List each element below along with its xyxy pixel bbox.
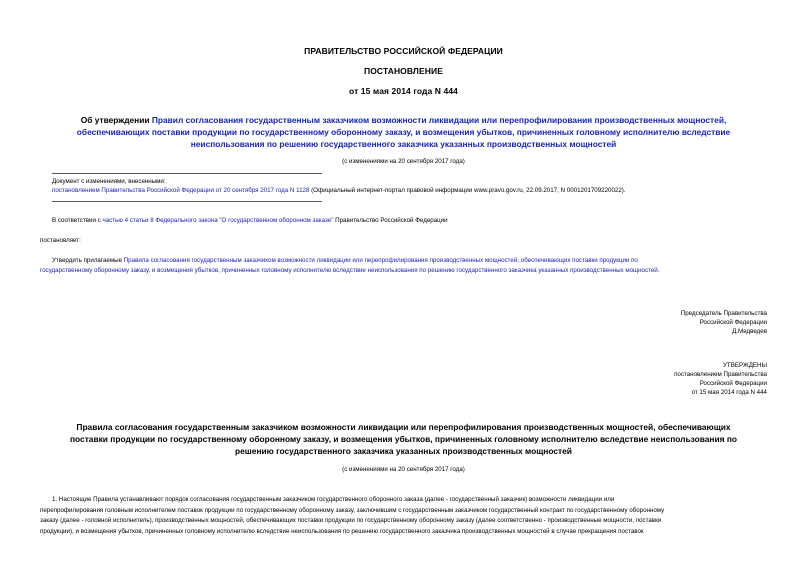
point-1-line-2: перепрофилирования головным исполнителем поставок продукции по государственному оборонному заказу, заключившим с государственным заказчиком государственный контракт по государственному оборонному [40,506,665,514]
federal-law-link[interactable]: частью 4 статьи 8 Федерального закона "О государственном оборонном заказе" [102,217,334,224]
rules-title-line-3: решению государственного заказчика указанных производственных мощностей [235,446,572,456]
amendments-intro: Документ с изменениями, внесенными: [52,178,166,185]
divider-bottom [52,201,322,202]
approved-rules-link-line-2[interactable]: государственному оборонному заказу, и возмещения убытков, причиненных головному исполнителю вследствие неиспользования по решению государственного заказчика указанных производственных мощностей. [40,267,660,274]
point-1-line-4: продукции), и возмещения убытков, причиненных головному исполнителю вследствие неиспользования по решению государственного заказчика производственных мощностей в случае прекращения поставок [40,527,644,535]
signature-name: Д.Медведев [732,328,767,335]
point-1-paragraph [40,495,767,537]
signature-block [681,309,767,336]
government-heading: ПРАВИТЕЛЬСТВО РОССИЙСКОЙ ФЕДЕРАЦИИ [304,46,503,56]
approved-block [674,361,767,397]
amendments-line [52,186,626,195]
decree-date-number: от 15 мая 2014 года N 444 [349,86,458,96]
approved-by: постановлением Правительства [674,371,767,378]
rules-title-line-1: Правила согласования государственным заказчиком возможности ликвидации или перепрофилирования производственных мощностей, обеспечивающих [76,422,731,432]
amendment-source: (Официальный интернет-портал правовой информации www.pravo.gov.ru, 22.09.2017, N 0001201709220022). [309,187,626,194]
basis-suffix: Правительство Российской Федерации [333,217,448,224]
approve-line-1 [52,256,767,265]
rules-link-line-3[interactable]: неиспользования по решению государственного заказчика указанных производственных мощностей [190,139,617,149]
approved-rules-link[interactable]: Правила согласования государственным заказчиком возможности ликвидации или перепрофилирования производственных мощностей, обеспечивающих поставки продукции по [123,257,638,264]
decree-title-prefix: Об утверждении [80,115,152,125]
approved-org: Российской Федерации [699,380,767,387]
approved-heading: УТВЕРЖДЕНЫ [723,362,767,369]
decree-title [0,114,807,150]
rules-amended-note: (с изменениями на 20 сентября 2017 года) [342,466,465,473]
document-type: ПОСТАНОВЛЕНИЕ [364,66,443,76]
rules-link[interactable]: Правил согласования государственным заказчиком возможности ликвидации или перепрофилирования производственных мощностей, [151,115,727,125]
point-1-line-1: 1. Настоящие Правила устанавливают порядок согласования государственным заказчиком государственного оборонного заказа (далее - государственный заказчик) возможности ликвидации или [52,496,615,503]
divider-top [52,173,322,174]
amendment-link[interactable]: постановлением Правительства Российской Федерации от 20 сентября 2017 года N 1128 [52,187,310,194]
basis-paragraph [52,216,448,225]
signature-title: Председатель Правительства [680,310,767,317]
amended-note: (с изменениями на 20 сентября 2017 года) [342,158,465,165]
rules-link-line-2[interactable]: обеспечивающих поставки продукции по государственному оборонному заказу, и возмещения убытков, причиненных головному исполнителю вследствие [76,127,731,137]
approved-date: от 15 мая 2014 года N 444 [691,389,767,396]
rules-title [0,421,807,457]
signature-org: Российской Федерации [699,319,767,326]
decree-title-line-1 [0,114,807,126]
approve-prefix: Утвердить прилагаемые [52,257,124,264]
resolves-label: постановляет: [40,237,81,244]
point-1-line-3: заказу (далее - головной исполнитель), производственных мощностей, обеспечивающих поставки продукции по государственному оборонному заказу (далее соответственно - производственные мощности, поставки [40,517,662,525]
basis-prefix: В соответствии с [52,217,103,224]
rules-title-line-2: поставки продукции по государственному оборонному заказу, и возмещения убытков, причиненных головному исполнителю вследствие неиспользования по [69,434,737,444]
